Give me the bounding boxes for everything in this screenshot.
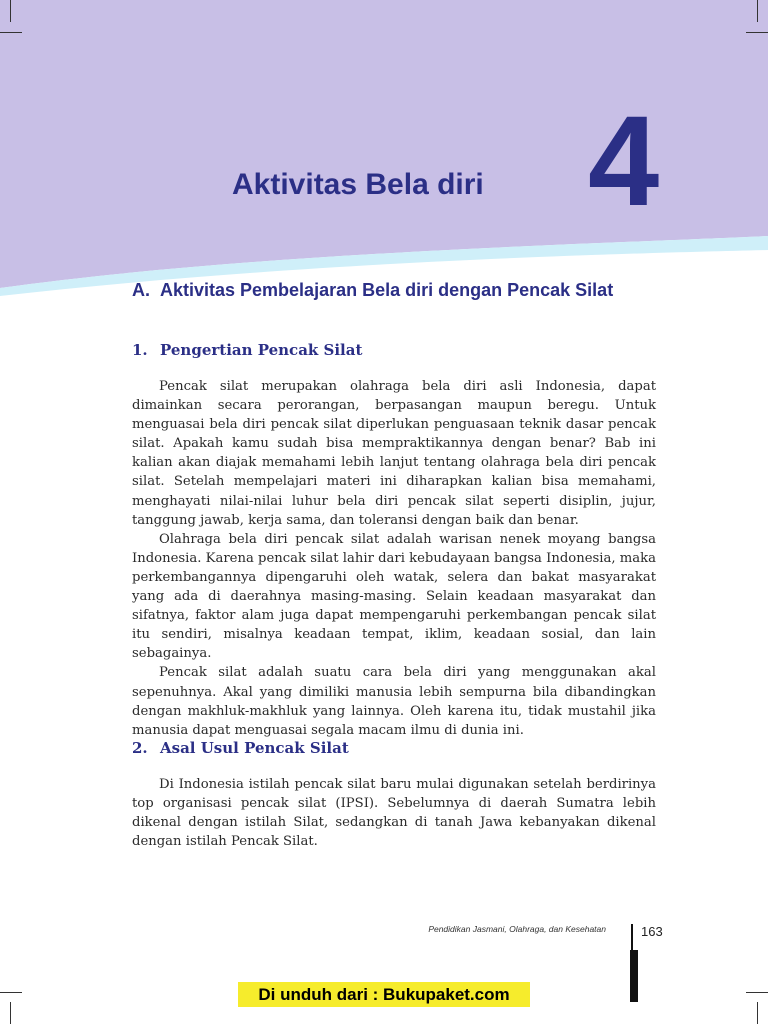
crop-mark	[746, 992, 768, 993]
subsection-number: 2.	[132, 739, 148, 757]
chapter-title: Aktivitas Bela diri	[232, 168, 484, 201]
subsection-heading	[132, 739, 349, 757]
paragraph: Pencak silat merupakan olahraga bela diri asli Indonesia, dapat dimainkan secara perorangan, berpasangan maupun beregu. Untuk menguasai bela diri pencak silat diperlukan penguasaan teknik dasar pencak silat. Apakah kamu sudah bisa mempraktikannya dengan benar? Bab ini kalian akan diajak memahami lebih lanjut tentang olahraga bela diri pencak silat. Setelah mempelajari materi ini diharapkan kalian bisa memahami, menghayati nilai-nilai luhur bela diri pencak silat seperti disiplin, jujur, tanggung jawab, kerja sama, dan toleransi dengan baik dan benar.	[132, 379, 656, 528]
crop-mark	[0, 992, 22, 993]
section-title	[132, 280, 652, 301]
download-note-text: Di unduh dari : Bukupaket.com	[258, 984, 510, 1004]
subsection-title: Pengertian Pencak Silat	[160, 341, 363, 359]
subsection-heading	[132, 341, 362, 359]
crop-mark	[0, 32, 22, 33]
crop-mark	[757, 0, 758, 22]
page-number: 163	[641, 924, 663, 939]
crop-mark	[10, 1002, 11, 1024]
subsection-title: Asal Usul Pencak Silat	[160, 739, 349, 757]
subsection-body	[132, 775, 656, 851]
section-title-text: Aktivitas Pembelajaran Bela diri dengan Pencak Silat	[160, 280, 614, 300]
paragraph: Pencak silat adalah suatu cara bela diri yang menggunakan akal sepenuhnya. Akal yang dimiliki manusia lebih sempurna bila dibandingkan dengan makhluk-makhluk yang lainnya. Oleh karena itu, tidak mustahil jika manusia dapat menguasai segala macam ilmu di dunia ini.	[132, 665, 656, 738]
footer-divider	[631, 924, 633, 950]
paragraph: Olahraga bela diri pencak silat adalah warisan nenek moyang bangsa Indonesia. Karena pencak silat lahir dari kebudayaan bangsa Indonesia, maka perkembangannya dipengaruhi oleh watak, selera dan bakat masyarakat yang ada di daerahnya masing-masing. Selain keadaan masyarakat dan sifatnya, faktor alam juga dapat mempengaruhi perkembangan pencak silat itu sendiri, misalnya keadaan tempat, iklim, keadaan sosial, dan lain sebagainya.	[132, 531, 656, 662]
download-note	[238, 982, 530, 1007]
paragraph: Di Indonesia istilah pencak silat baru mulai digunakan setelah berdirinya top organisasi pencak silat (IPSI). Sebelumnya di daerah Sumatra lebih dikenal dengan istilah Silat, sedangkan di tanah Jawa kebanyakan dikenal dengan istilah Pencak Silat.	[132, 777, 656, 850]
footer-divider	[630, 950, 638, 1002]
footer-book-title: Pendidikan Jasmani, Olahraga, dan Kesehatan	[428, 924, 606, 934]
crop-mark	[746, 32, 768, 33]
crop-mark	[10, 0, 11, 22]
subsection-body	[132, 377, 656, 740]
subsection-number: 1.	[132, 341, 148, 359]
section-number: A.	[132, 280, 150, 300]
chapter-number: 4	[588, 90, 660, 233]
crop-mark	[757, 1002, 758, 1024]
